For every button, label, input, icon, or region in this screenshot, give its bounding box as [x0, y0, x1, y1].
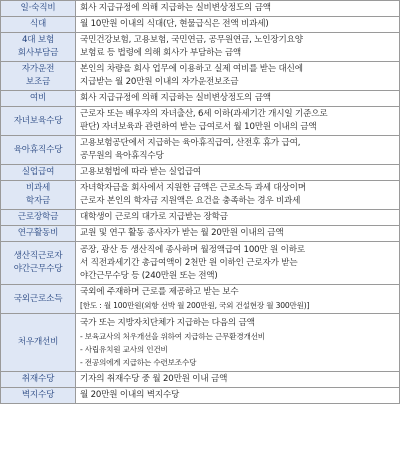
description-line: 대학생이 근로의 대가로 지급받는 장학금: [80, 212, 228, 222]
table-row: [1, 210, 400, 226]
table-row: [1, 136, 400, 165]
description-cell: [76, 33, 400, 62]
category-label: 자녀보육수당: [13, 115, 63, 126]
description-line: 근로자 또는 배우자의 자녀출산, 6세 이하(과세기간 개시일 기준으로: [80, 109, 328, 119]
category-label: 근로장학금: [17, 212, 59, 222]
category-cell: [1, 62, 76, 91]
description-line: 보험료 등 법령에 의해 회사가 부담하는 금액: [80, 48, 242, 58]
category-label: 육아휴직수당: [13, 144, 63, 155]
category-label: 국외근로소득: [13, 293, 63, 304]
table-row: [1, 226, 400, 242]
table-row: [1, 17, 400, 33]
category-label: 생산직근로자: [13, 251, 63, 261]
category-label: 회사부담금: [17, 48, 59, 58]
description-cell: [76, 242, 400, 285]
category-label: 학자금: [25, 196, 51, 206]
category-cell: [1, 136, 76, 165]
category-label: 연구활동비: [17, 228, 59, 238]
category-cell: [1, 210, 76, 226]
description-line: 본인의 차량을 회사 업무에 이용하고 실제 여비를 받는 대신에: [80, 64, 303, 74]
table-row: [1, 242, 400, 285]
description-line: 교원 및 연구 활동 종사자가 받는 월 20만원 이내의 금액: [80, 228, 284, 238]
description-line: 공장, 광산 등 생산직에 종사하며 월정액급여 100만 원 이하로: [80, 244, 305, 255]
category-cell: [1, 165, 76, 181]
description-cell: [76, 314, 400, 372]
category-label: 실업급여: [21, 167, 55, 177]
description-cell: [76, 107, 400, 136]
description-line: - 보육교사의 처우개선을 위하여 지급하는 근무환경개선비: [80, 331, 265, 341]
table-row: [1, 1, 400, 17]
description-line: 근로자 본인의 학자금 지원액은 요건을 충족하는 경우 비과세: [80, 196, 301, 206]
category-label: 야간근무수당: [13, 264, 63, 274]
category-cell: [1, 17, 76, 33]
description-line: 국가 또는 지방자치단체가 지급하는 다음의 금액: [80, 317, 255, 328]
category-cell: [1, 181, 76, 210]
description-line: 국민건강보험, 고용보험, 국민연금, 공무원연금, 노인장기요양: [80, 35, 303, 45]
description-line: 공무원의 육아휴직수당: [80, 151, 164, 161]
description-line: 월 10만원 이내의 식대(단, 현물급식은 전액 비과세): [80, 19, 269, 29]
description-cell: [76, 17, 400, 33]
description-line: 자녀학자금을 회사에서 지원한 금액은 근로소득 과세 대상이며: [80, 183, 306, 193]
table-row: [1, 181, 400, 210]
category-label: 비과세: [25, 183, 51, 193]
category-label: 4대 보험: [21, 35, 55, 45]
category-label: 처우개선비: [17, 337, 59, 347]
table-row: [1, 314, 400, 372]
description-cell: [76, 285, 400, 314]
description-cell: [76, 165, 400, 181]
category-label: 여비: [29, 93, 47, 103]
description-line: 판단) 자녀보육과 관련하여 받는 급여로서 월 10만원 이내의 금액: [80, 122, 317, 132]
description-line: 국외에 주재하며 근로를 제공하고 받는 보수: [80, 287, 239, 297]
category-cell: [1, 372, 76, 388]
category-label: 벽지수당: [21, 390, 55, 400]
description-cell: [76, 210, 400, 226]
table-row: [1, 372, 400, 388]
category-label: 취재수당: [21, 374, 55, 384]
description-line: 회사 지급규정에 의해 지급하는 실비변상정도의 금액: [80, 93, 271, 103]
description-line: 야간근무수당 등 (240만원 또는 전액): [80, 270, 218, 281]
category-label: 자가운전: [21, 64, 55, 74]
table-row: [1, 388, 400, 404]
description-cell: [76, 91, 400, 107]
description-line: 지급받는 월 20만원 이내의 자가운전보조금: [80, 77, 239, 87]
category-label: 일·숙직비: [20, 3, 56, 13]
description-line: 회사 지급규정에 의해 지급하는 실비변상정도의 금액: [80, 3, 271, 13]
table-row: [1, 285, 400, 314]
description-line: 고용보험공단에서 지급하는 육아휴직급여, 산전후 휴가 급여,: [80, 138, 301, 148]
category-cell: [1, 107, 76, 136]
description-line: - 사립유치원 교사의 인건비: [80, 344, 168, 354]
category-cell: [1, 285, 76, 314]
description-line: 기자의 취재수당 중 월 20만원 이내 금액: [80, 374, 228, 384]
table-row: [1, 165, 400, 181]
description-cell: [76, 136, 400, 165]
description-cell: [76, 62, 400, 91]
description-cell: [76, 388, 400, 404]
description-line: - 전공의에게 지급하는 수련보조수당: [80, 357, 197, 367]
description-cell: [76, 1, 400, 17]
table-row: [1, 33, 400, 62]
description-line: 고용보험법에 따라 받는 실업급여: [80, 167, 202, 177]
description-cell: [76, 226, 400, 242]
category-label: 식대: [29, 19, 47, 29]
table-row: [1, 62, 400, 91]
table-row: [1, 107, 400, 136]
category-label: 보조금: [25, 77, 51, 87]
description-line: 월 20만원 이내의 벽지수당: [80, 390, 180, 400]
description-cell: [76, 181, 400, 210]
table-body: [1, 1, 400, 404]
category-cell: [1, 314, 76, 372]
category-cell: [1, 388, 76, 404]
category-cell: [1, 242, 76, 285]
description-line: 서 직전과세기간 총급여액이 2천만 원 이하인 근로자가 받는: [80, 257, 298, 268]
category-cell: [1, 1, 76, 17]
description-line: [한도 : 월 100만원(외항 선박 월 200만원, 국외 건설현장 월 300만원)]: [80, 301, 310, 310]
category-cell: [1, 226, 76, 242]
table-row: [1, 91, 400, 107]
category-cell: [1, 91, 76, 107]
category-cell: [1, 33, 76, 62]
description-cell: [76, 372, 400, 388]
